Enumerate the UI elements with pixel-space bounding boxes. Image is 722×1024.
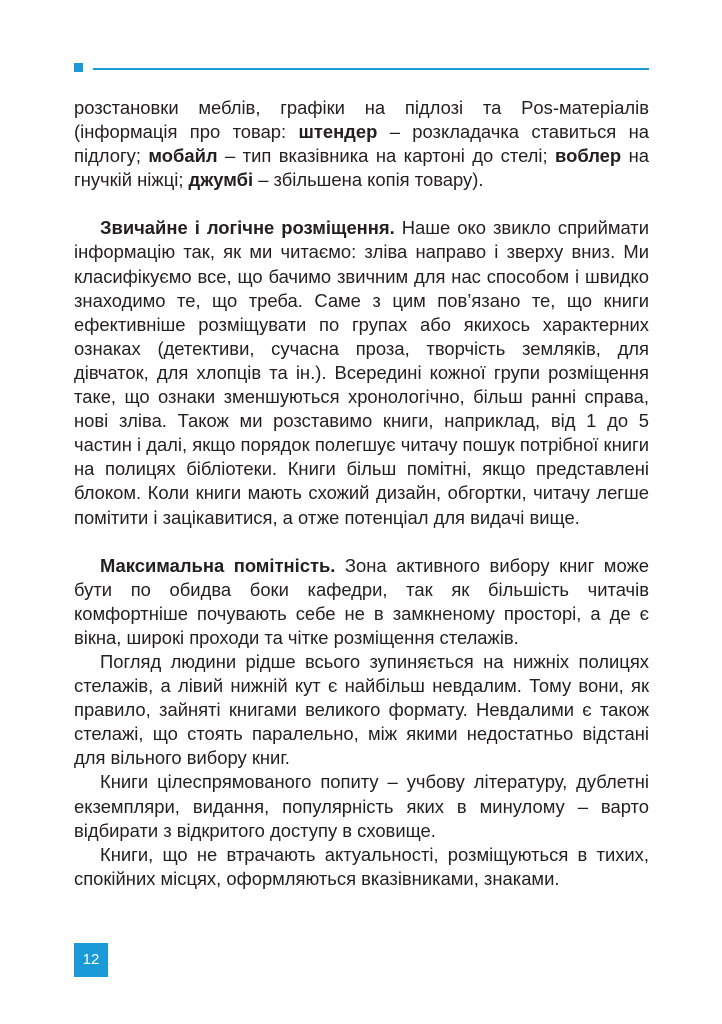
page-number: 12 [74, 943, 108, 977]
term-mobile: мобайл [148, 145, 218, 167]
paragraph-max-visibility [74, 554, 649, 650]
paragraph-text: Зона активного вибору книг може бути по обидва боки кафедри, так як більшість читачів комфортніше почувають себе не в замкненому просторі, а де є вікна, широкі проходи та чітке розміщення стелажів. [74, 554, 650, 648]
term-shtender: штендер [298, 121, 378, 143]
paragraph-logical-placement [74, 216, 649, 529]
paragraph-text: – розкладачка ставиться на підлогу; [74, 121, 649, 167]
header-accent-square [74, 63, 83, 72]
paragraph-text: Наше око звикло сприймати інформацію так, як ми читаємо: зліва направо і зверху вниз. Ми класифікуємо все, що бачимо звичним для нас способом і швидко знаходимо те, що треба. Саме з цим пов’язано те, що книги ефективніше розміщувати по групах або якихось характерних ознаках (детективи, сучасна проза, творчість земляків, для дівчаток, для хлопців та ін.). Всередині кожної групи розміщення таке, що ознаки зменшуються хронологічно, більш ранні справа, нові зліва. Також ми розставимо книги, наприклад, від 1 до 5 частин і далі, якщо порядок полегшує читачу пошук потрібної книги на полицях бібліотеки. Книги більш помітні, якщо представлені блоком. Коли книги мають схожий дизайн, обгортки, читачу легше помітити і зацікавитися, а отже потенціал для видачі вище. [74, 217, 649, 528]
paragraph-text: розстановки меблів, графіки на підлозі та Pos-матеріалів (інформація про товар: [74, 97, 649, 143]
paragraph-text: на гнучкій ніжці; [74, 145, 649, 191]
term-jumbo: джумбі [188, 169, 254, 191]
paragraph-evergreen-books: Книги, що не втрачають актуальності, розміщуються в тихих, спокійних місцях, оформляються вказівниками, знаками. [74, 843, 649, 889]
page-body [74, 96, 649, 891]
section-heading-max-visibility: Максимальна помітність. [100, 554, 336, 576]
paragraph-text: – тип вказівника на картоні до стелі; [217, 145, 556, 167]
section-heading-logical-placement: Звичайне і логічне розміщення. [100, 217, 395, 239]
paragraph-text: – збільшена копія товару). [253, 169, 484, 191]
term-wobbler: воблер [555, 145, 622, 167]
paragraph-shelf-attention: Погляд людини рідше всього зупиняється на нижніх полицях стелажів, а лівий нижній кут є найбільш невдалим. Тому вони, як правило, зайняті книгами великого формату. Невдалими є також стелажі, що стоять паралельно, між якими недостатньо відстані для вільного вибору книг. [74, 650, 649, 769]
paragraph-pos-materials [74, 96, 649, 192]
header-rule [93, 68, 649, 70]
paragraph-targeted-demand: Книги цілеспрямованого попиту – учбову літературу, дублетні екземпляри, видання, популярність яких в минулому – варто відбирати з відкритого доступу в сховище. [74, 771, 649, 841]
